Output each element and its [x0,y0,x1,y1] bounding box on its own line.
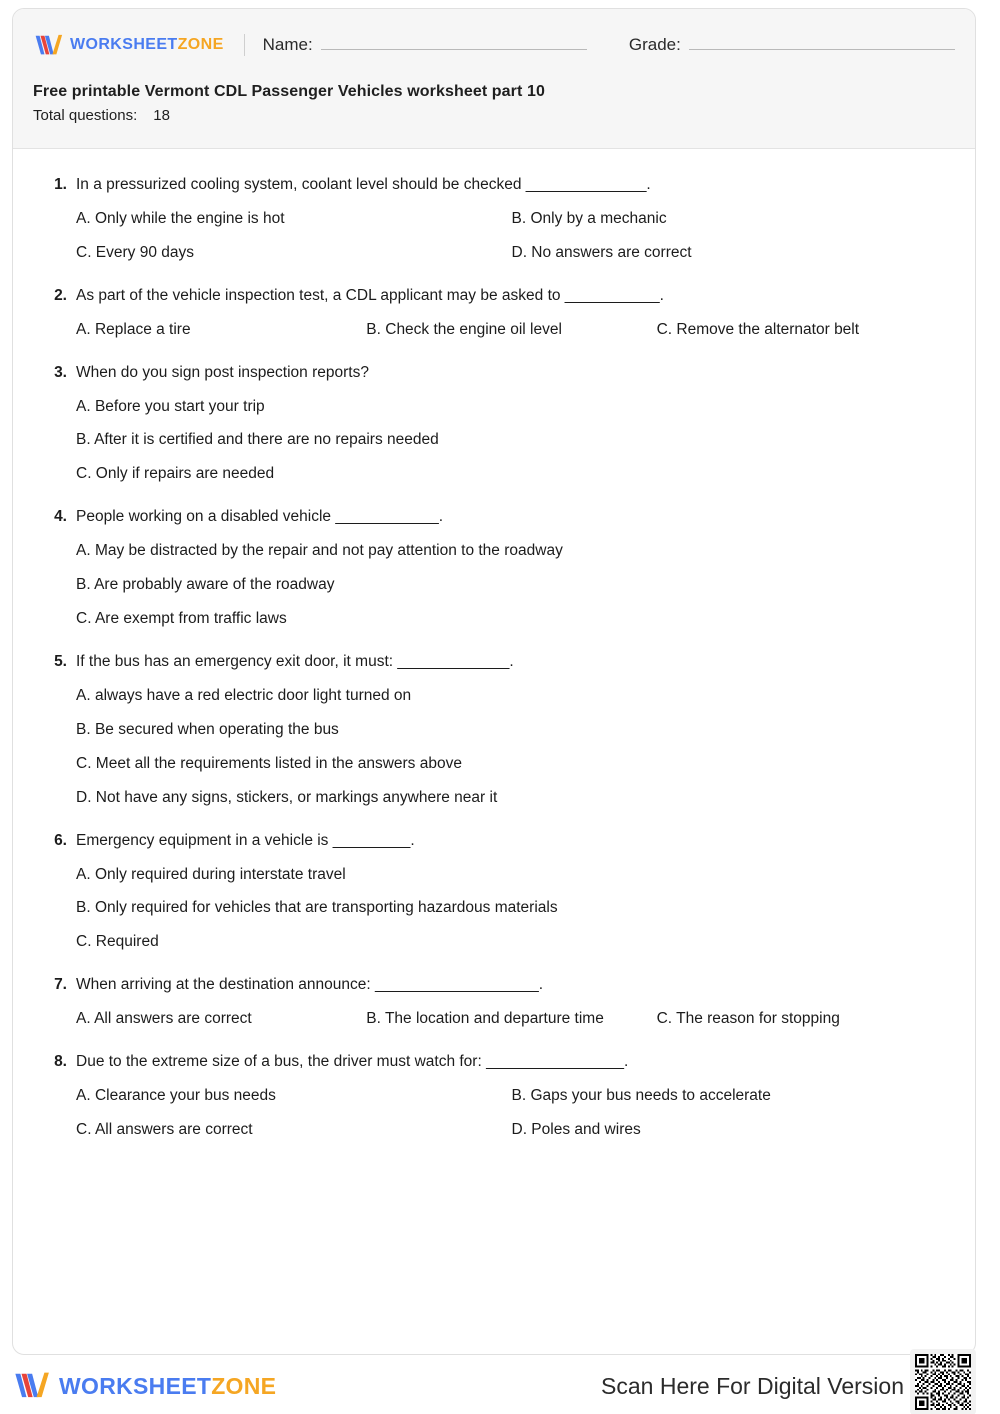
answer-option[interactable]: B. Only by a mechanic [511,209,667,227]
question-number: 4. [54,508,67,526]
footer-brand-logo-text [59,1373,276,1400]
worksheet-header [13,9,975,149]
question-line [41,363,947,384]
question-block [41,975,947,1030]
brand-logo-word-1: WORKSHEET [70,36,178,53]
scan-instruction-text: Scan Here For Digital Version [601,1372,904,1399]
answer-option[interactable]: B. The location and departure time [366,1010,604,1028]
qr-code-icon[interactable] [910,1349,976,1414]
name-field[interactable] [263,35,587,55]
question-line [41,1052,947,1073]
name-field-label: Name: [262,35,313,54]
brand-logo-word-2: ZONE [177,36,224,53]
question-text: Emergency equipment in a vehicle is _________. [76,831,415,849]
question-block [41,363,947,486]
question-number: 3. [54,363,67,381]
footer-logo-word-1: WORKSHEET [59,1372,212,1399]
question-text: Due to the extreme size of a bus, the driver must watch for: ________________. [76,1053,629,1071]
header-top-row [33,23,955,67]
answer-options [76,541,947,630]
answer-option[interactable]: C. Only if repairs are needed [76,465,275,483]
question-line [41,507,947,528]
answer-option[interactable]: C. Required [76,933,159,951]
answer-option[interactable]: A. May be distracted by the repair and not pay attention to the roadway [76,542,563,560]
question-block [41,286,947,341]
answer-option[interactable]: C. Are exempt from traffic laws [76,610,287,628]
answer-option[interactable]: A. All answers are correct [76,1010,252,1028]
question-text: As part of the vehicle inspection test, a CDL applicant may be asked to ___________. [76,286,664,304]
total-questions-value: 18 [153,107,170,124]
worksheet-footer [12,1362,976,1410]
worksheet-card [12,8,976,1355]
answer-options [76,209,947,264]
question-text: In a pressurized cooling system, coolant level should be checked ______________. [76,176,651,193]
question-number: 6. [54,831,67,849]
answer-option[interactable]: A. Before you start your trip [76,397,265,415]
question-block [41,175,947,264]
question-block [41,507,947,630]
answer-option[interactable]: A. Replace a tire [76,320,191,338]
total-questions-label: Total questions: [33,107,138,124]
footer-scan-section [601,1357,976,1414]
answer-option[interactable]: A. Clearance your bus needs [76,1087,276,1105]
answer-options [76,686,947,809]
question-line [41,831,947,852]
question-block [41,831,947,954]
grade-field-line[interactable] [689,36,955,50]
answer-options [76,397,947,486]
question-text: When do you sign post inspection reports? [76,363,369,381]
question-line [41,175,947,196]
question-number: 5. [54,652,67,670]
footer-brand-logo [12,1369,276,1403]
answer-option[interactable]: A. Only required during interstate travel [76,865,346,883]
name-field-line[interactable] [321,36,587,50]
answer-options [76,1009,947,1030]
question-text: People working on a disabled vehicle ____________. [76,508,444,526]
total-questions [33,107,955,124]
answer-option[interactable]: C. The reason for stopping [656,1010,840,1028]
answer-option[interactable]: D. No answers are correct [511,243,692,261]
question-number: 7. [54,976,67,994]
question-number: 1. [54,176,67,193]
question-line [41,652,947,673]
answer-option[interactable]: A. always have a red electric door light turned on [76,686,412,704]
question-block [41,1052,947,1141]
question-number: 8. [54,1053,67,1071]
brand-logo [33,32,224,59]
brand-logo-text [70,36,224,54]
answer-option[interactable]: B. Be secured when operating the bus [76,720,339,738]
answer-options [76,320,947,341]
answer-option[interactable]: A. Only while the engine is hot [76,209,285,227]
header-divider [244,34,245,56]
question-number: 2. [54,286,67,304]
worksheet-zone-logo-icon [33,32,63,59]
answer-option[interactable]: B. Are probably aware of the roadway [76,576,335,594]
footer-logo-word-2: ZONE [211,1372,277,1399]
answer-option[interactable]: B. Gaps your bus needs to accelerate [511,1087,771,1105]
questions-list [13,149,975,1173]
answer-option[interactable]: B. Only required for vehicles that are transporting hazardous materials [76,899,558,917]
answer-option[interactable]: B. After it is certified and there are no repairs needed [76,431,439,449]
question-text: When arriving at the destination announce: ___________________. [76,976,544,994]
answer-option[interactable]: C. All answers are correct [76,1120,253,1138]
answer-option[interactable]: D. Poles and wires [511,1120,641,1138]
answer-options [76,865,947,954]
answer-option[interactable]: C. Remove the alternator belt [656,320,860,338]
answer-option[interactable]: C. Meet all the requirements listed in the answers above [76,754,462,772]
answer-option[interactable]: C. Every 90 days [76,243,195,261]
question-text: If the bus has an emergency exit door, it must: _____________. [76,652,514,670]
answer-option[interactable]: B. Check the engine oil level [366,320,562,338]
worksheet-zone-logo-icon [12,1369,50,1403]
question-line [41,975,947,996]
question-line [41,286,947,307]
question-block [41,652,947,809]
worksheet-title: Free printable Vermont CDL Passenger Vehicles worksheet part 10 [33,83,545,100]
answer-options [76,1086,947,1141]
grade-field[interactable] [629,35,955,55]
grade-field-label: Grade: [628,35,681,54]
answer-option[interactable]: D. Not have any signs, stickers, or markings anywhere near it [76,788,498,806]
